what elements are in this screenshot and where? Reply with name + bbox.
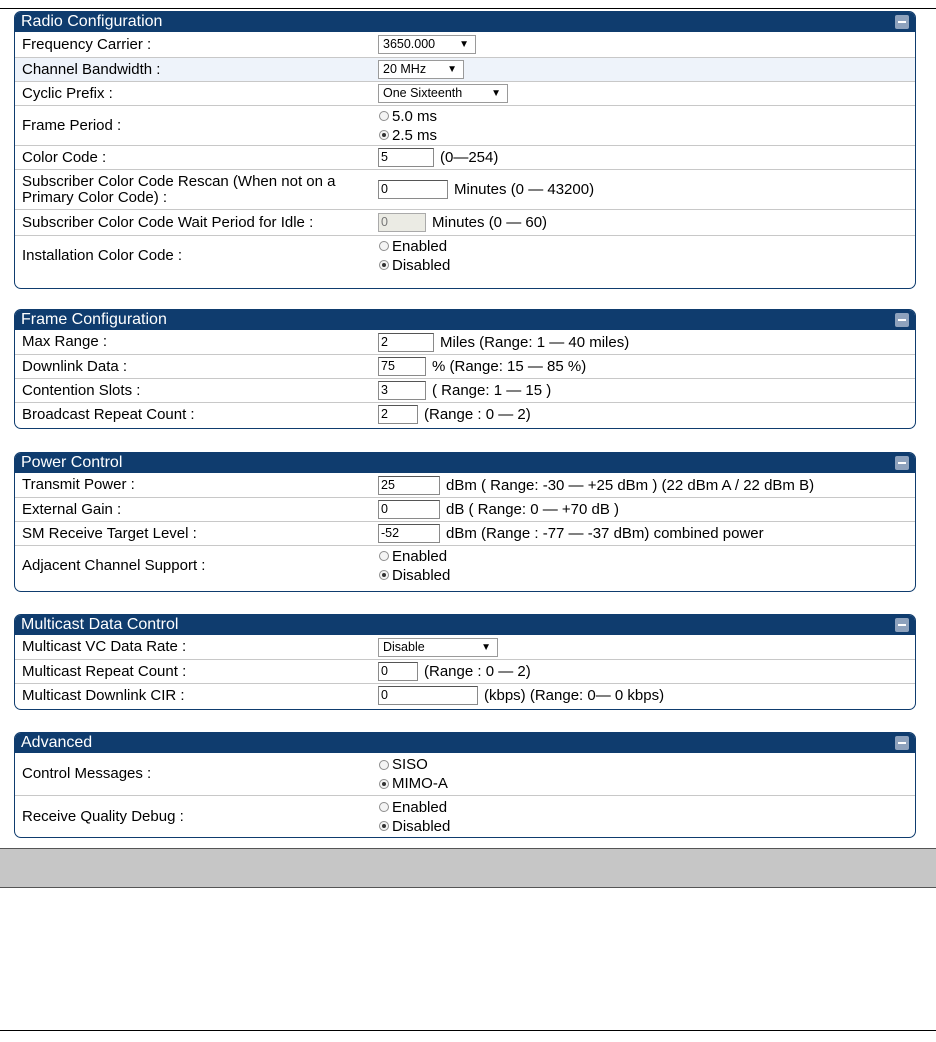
transmit-row [15, 473, 915, 497]
power-control-panel [14, 452, 916, 592]
sm-row [15, 521, 915, 545]
top-rule [0, 8, 936, 9]
repeat-input[interactable]: 0 [378, 662, 418, 681]
color-code-row [15, 145, 915, 169]
panel-header [15, 733, 915, 753]
install-row [15, 235, 915, 275]
downlink-row [15, 354, 915, 378]
collapse-icon[interactable] [895, 15, 909, 29]
repeat-row [15, 659, 915, 683]
panel-title: Power Control [21, 454, 123, 471]
cir-input[interactable]: 0 [378, 686, 478, 705]
debug-row [15, 795, 915, 837]
panel-title: Radio Configuration [21, 13, 163, 30]
collapse-icon[interactable] [895, 736, 909, 750]
bottom-rule [0, 1030, 936, 1031]
gain-hint: dB ( Range: 0 — +70 dB ) [446, 501, 620, 518]
panel-header [15, 453, 915, 473]
max-range-hint: Miles (Range: 1 — 40 miles) [440, 333, 630, 351]
panel-header [15, 12, 915, 32]
sm-hint: dBm (Range : -77 — -37 dBm) combined power [446, 525, 764, 542]
contention-row [15, 378, 915, 402]
panel-title: Advanced [21, 734, 93, 751]
contention-hint: ( Range: 1 — 15 ) [432, 382, 552, 399]
debug-label: Receive Quality Debug : [22, 807, 184, 825]
footer-bar [0, 848, 936, 888]
color-code-label: Color Code : [22, 148, 107, 166]
rescan-label: Subscriber Color Code Rescan (When not on a Primary Color Code) : [22, 172, 336, 206]
color-code-range: (0—254) [440, 149, 499, 166]
repeat-hint: (Range : 0 — 2) [424, 663, 531, 680]
radio-checked-icon[interactable] [379, 779, 389, 789]
wait-label: Subscriber Color Code Wait Period for Idle : [22, 213, 314, 231]
adjacent-row [15, 545, 915, 585]
cyclic-row [15, 81, 915, 105]
wait-input[interactable]: 0 [378, 213, 426, 232]
radio-checked-icon[interactable] [379, 130, 389, 140]
max-range-row [15, 330, 915, 354]
repeat-label: Multicast Repeat Count : [22, 662, 187, 680]
radio-checked-icon[interactable] [379, 821, 389, 831]
frame-period-option-2-5ms[interactable]: 2.5 ms [379, 126, 437, 145]
control-option-mimo-a[interactable]: MIMO-A [379, 774, 448, 793]
radio-checked-icon[interactable] [379, 570, 389, 580]
rescan-range: Minutes (0 — 43200) [454, 181, 595, 198]
frame-period-option-5ms[interactable]: 5.0 ms [379, 107, 437, 126]
broadcast-input[interactable]: 2 [378, 405, 418, 424]
cyclic-label: Cyclic Prefix : [22, 84, 113, 102]
frequency-select[interactable]: 3650.000 ▼ [378, 35, 476, 54]
sm-label: SM Receive Target Level : [22, 524, 197, 542]
frame-period-row [15, 105, 915, 145]
cir-hint: (kbps) (Range: 0— 0 kbps) [484, 687, 665, 704]
collapse-icon[interactable] [895, 313, 909, 327]
rate-row [15, 635, 915, 659]
rescan-row [15, 169, 915, 209]
radio-checked-icon[interactable] [379, 260, 389, 270]
broadcast-label: Broadcast Repeat Count : [22, 405, 195, 423]
contention-input[interactable]: 3 [378, 381, 426, 400]
wait-range: Minutes (0 — 60) [432, 214, 548, 231]
install-label: Installation Color Code : [22, 246, 183, 264]
gain-input[interactable]: 0 [378, 500, 440, 519]
frame-configuration-panel [14, 309, 916, 429]
panel-header [15, 615, 915, 635]
dropdown-arrow-icon: ▼ [481, 641, 491, 653]
downlink-input[interactable]: 75 [378, 357, 426, 376]
frequency-label: Frequency Carrier : [22, 35, 152, 53]
multicast-panel [14, 614, 916, 710]
panel-title: Multicast Data Control [21, 616, 179, 633]
gain-row [15, 497, 915, 521]
transmit-input[interactable]: 25 [378, 476, 440, 495]
debug-option-disabled[interactable]: Disabled [379, 817, 450, 836]
transmit-label: Transmit Power : [22, 476, 135, 493]
downlink-label: Downlink Data : [22, 357, 128, 375]
wait-row [15, 209, 915, 235]
downlink-hint: % (Range: 15 — 85 %) [432, 358, 587, 375]
collapse-icon[interactable] [895, 618, 909, 632]
bandwidth-select[interactable]: 20 MHz ▼ [378, 60, 464, 79]
dropdown-arrow-icon: ▼ [459, 39, 469, 50]
sm-input[interactable]: -52 [378, 524, 440, 543]
bandwidth-row [15, 57, 915, 81]
color-code-input[interactable]: 5 [378, 148, 434, 167]
gain-label: External Gain : [22, 500, 122, 518]
radio-configuration-panel [14, 11, 916, 289]
bandwidth-label: Channel Bandwidth : [22, 60, 161, 78]
panel-title: Frame Configuration [21, 311, 167, 328]
contention-label: Contention Slots : [22, 381, 141, 399]
rate-select[interactable]: Disable ▼ [378, 638, 498, 657]
panel-header [15, 310, 915, 330]
radio-icon[interactable] [379, 551, 389, 561]
rescan-input[interactable]: 0 [378, 180, 448, 199]
rate-label: Multicast VC Data Rate : [22, 638, 187, 655]
broadcast-hint: (Range : 0 — 2) [424, 406, 531, 423]
cir-row [15, 683, 915, 707]
control-row [15, 753, 915, 795]
adjacent-option-enabled[interactable]: Enabled [379, 547, 447, 566]
adjacent-option-disabled[interactable]: Disabled [379, 566, 450, 585]
adjacent-label: Adjacent Channel Support : [22, 556, 206, 574]
max-range-input[interactable]: 2 [378, 333, 434, 352]
radio-icon[interactable] [379, 760, 389, 770]
control-option-siso[interactable]: SISO [379, 755, 428, 774]
dropdown-arrow-icon: ▼ [447, 64, 457, 75]
transmit-hint: dBm ( Range: -30 — +25 dBm ) (22 dBm A / 22 dBm B) [446, 476, 815, 494]
frame-period-label: Frame Period : [22, 116, 122, 134]
radio-icon[interactable] [379, 241, 389, 251]
collapse-icon[interactable] [895, 456, 909, 470]
install-option-enabled[interactable]: Enabled [379, 237, 447, 256]
install-option-disabled[interactable]: Disabled [379, 256, 450, 275]
cir-label: Multicast Downlink CIR : [22, 686, 185, 704]
frequency-row [15, 32, 915, 57]
radio-icon[interactable] [379, 111, 389, 121]
cyclic-select[interactable]: One Sixteenth ▼ [378, 84, 508, 103]
control-label: Control Messages : [22, 765, 152, 782]
advanced-panel [14, 732, 916, 838]
debug-option-enabled[interactable]: Enabled [379, 798, 447, 817]
broadcast-row [15, 402, 915, 426]
radio-icon[interactable] [379, 802, 389, 812]
max-range-label: Max Range : [22, 333, 108, 350]
dropdown-arrow-icon: ▼ [491, 88, 501, 99]
